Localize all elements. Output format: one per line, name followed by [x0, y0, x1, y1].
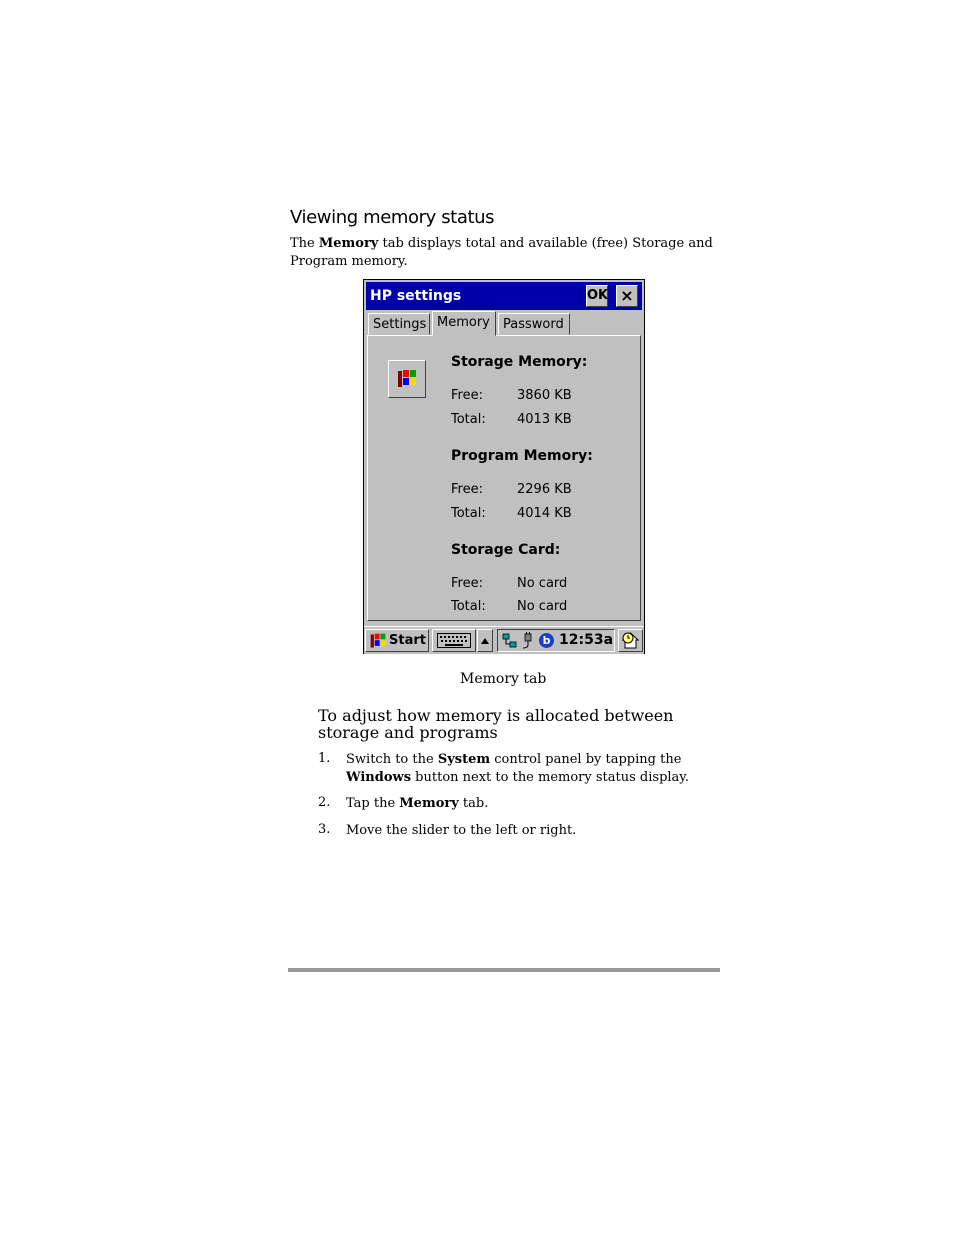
arrow-up-icon: [481, 638, 489, 644]
keyboard-button[interactable]: [432, 629, 476, 652]
step-text: control panel by tapping the: [490, 752, 682, 767]
window-title: HP settings: [370, 288, 462, 304]
section-heading: Viewing memory status: [290, 207, 495, 228]
memory-panel: [367, 335, 641, 621]
program-total-value: 4014 KB: [517, 506, 572, 521]
network-icon[interactable]: [501, 632, 519, 650]
storage-total-value: 4013 KB: [517, 412, 572, 427]
tab-memory[interactable]: Memory: [432, 311, 496, 336]
card-total-label: Total:: [451, 599, 486, 614]
step-bold: Memory: [399, 796, 459, 811]
start-button[interactable]: [365, 629, 429, 652]
keyboard-icon: [437, 633, 471, 648]
program-memory-title: Program Memory:: [451, 448, 593, 464]
figure-caption: Memory tab: [460, 671, 547, 687]
step-bold: Windows: [346, 770, 412, 785]
close-button[interactable]: ×: [616, 285, 638, 307]
power-plug-icon[interactable]: [520, 632, 536, 650]
step-3-text: [346, 822, 706, 840]
intro-text: The: [290, 236, 319, 251]
tab-strip: [368, 312, 642, 334]
desktop-house-icon: [621, 631, 640, 650]
clock[interactable]: 12:53a: [559, 632, 614, 648]
tab-settings[interactable]: Settings: [368, 313, 430, 335]
storage-free-label: Free:: [451, 388, 483, 403]
bluetooth-icon[interactable]: b: [539, 633, 554, 648]
card-total-value: No card: [517, 599, 568, 614]
start-flag-icon: [368, 632, 388, 650]
step-bold: System: [437, 752, 491, 767]
step-text: Switch to the: [346, 752, 438, 767]
procedure-heading: To adjust how memory is allocated between storage and programs: [318, 706, 674, 742]
program-free-value: 2296 KB: [517, 482, 572, 497]
input-menu-arrow[interactable]: [477, 629, 493, 652]
step-number: 1.: [318, 751, 331, 766]
intro-paragraph: [290, 235, 720, 271]
card-free-value: No card: [517, 576, 568, 591]
step-text: Tap the: [346, 796, 400, 811]
step-text: button next to the memory status display.: [411, 770, 690, 785]
program-total-label: Total:: [451, 506, 486, 521]
step-number: 2.: [318, 795, 331, 810]
intro-bold: Memory: [318, 236, 379, 251]
storage-card-title: Storage Card:: [451, 542, 561, 558]
step-text: tab.: [458, 796, 489, 811]
windows-flag-icon: [395, 368, 419, 390]
step-text: Move the slider to the left or right.: [346, 823, 577, 838]
ok-button[interactable]: OK: [586, 285, 608, 307]
card-free-label: Free:: [451, 576, 483, 591]
storage-free-value: 3860 KB: [517, 388, 572, 403]
taskbar: [364, 626, 644, 654]
storage-memory-title: Storage Memory:: [451, 354, 588, 370]
system-tray: [497, 629, 615, 652]
intro-text-end: tab displays total and available (free) Storage and Program memory.: [290, 236, 713, 269]
footer-rule: [288, 968, 720, 972]
tab-password[interactable]: Password: [498, 313, 570, 335]
desktop-button[interactable]: [618, 629, 643, 652]
program-free-label: Free:: [451, 482, 483, 497]
window-titlebar: [366, 282, 642, 310]
step-2-text: [346, 795, 706, 813]
start-label: Start: [389, 633, 426, 648]
hp-settings-screenshot: [363, 279, 645, 654]
step-number: 3.: [318, 822, 331, 837]
step-1-text: [346, 751, 706, 787]
storage-total-label: Total:: [451, 412, 486, 427]
windows-button[interactable]: [388, 360, 426, 398]
